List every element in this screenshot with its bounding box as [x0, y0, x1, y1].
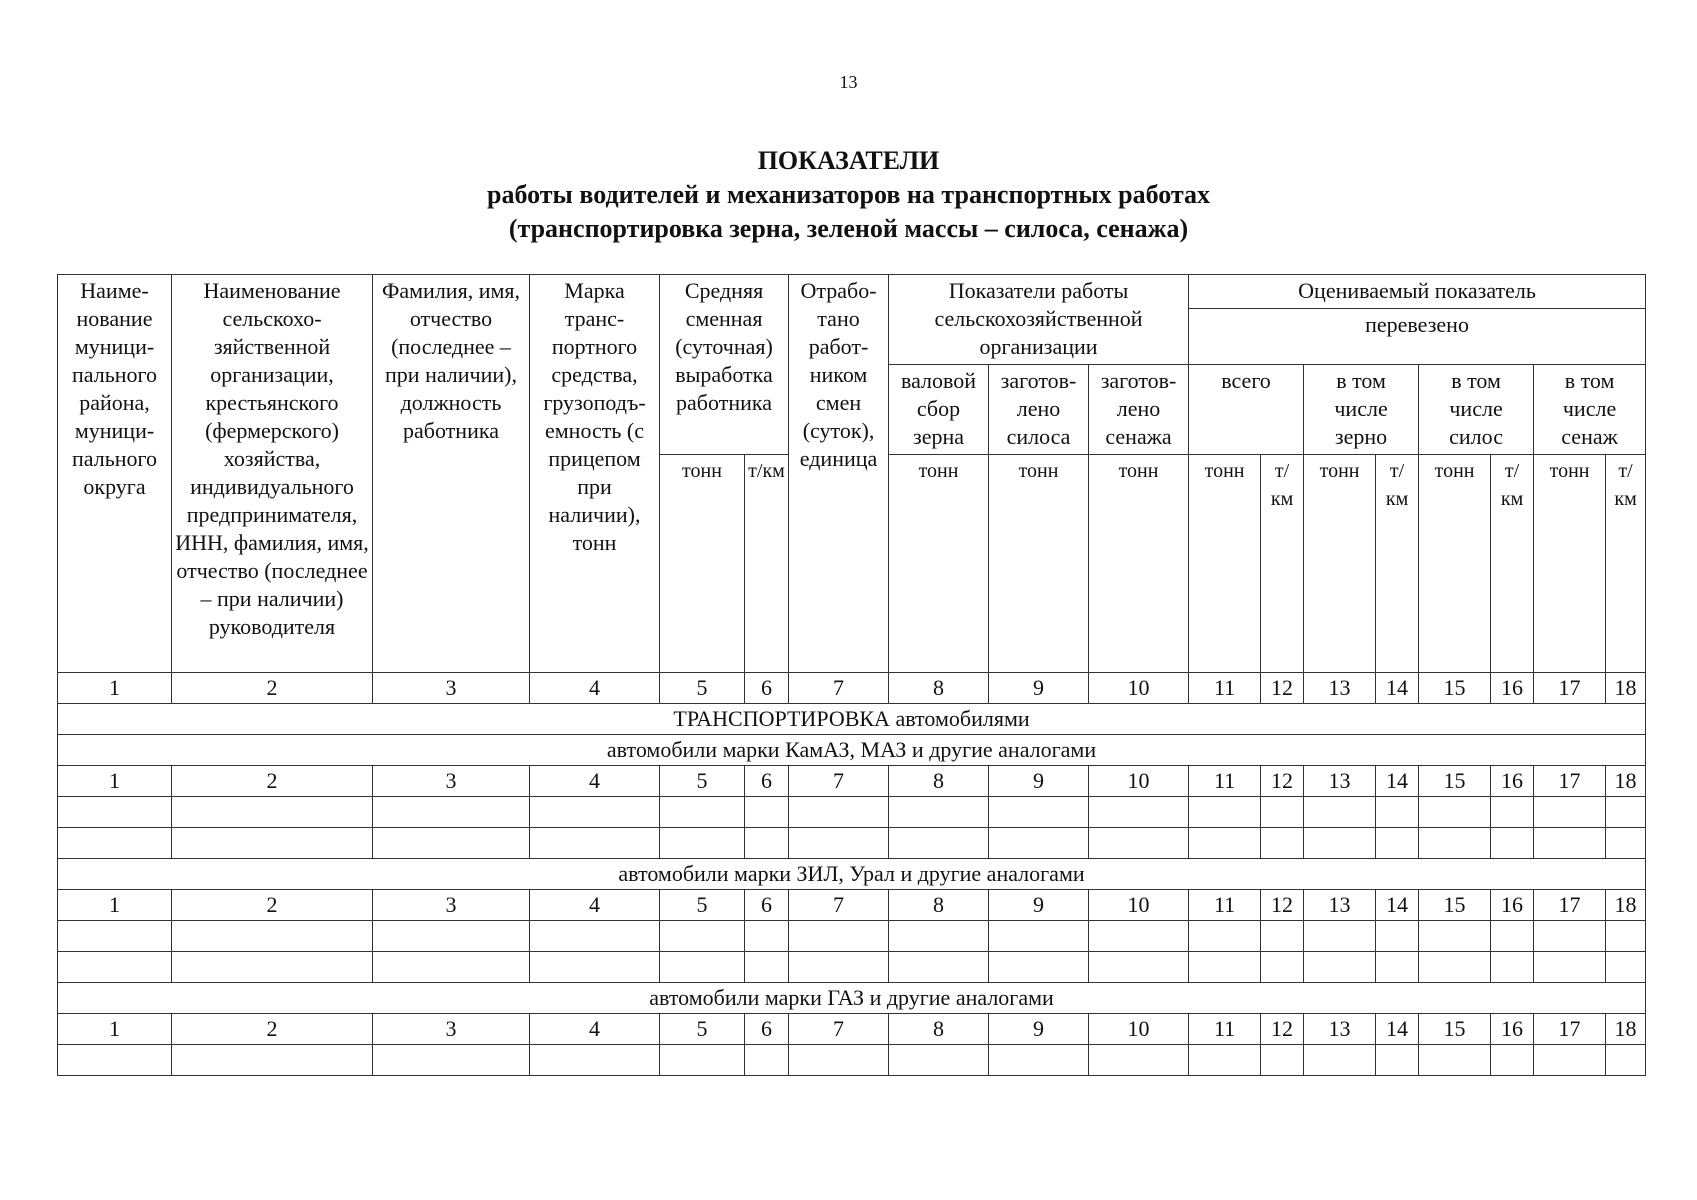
- column-number: 12: [1261, 766, 1304, 797]
- column-number: 10: [1089, 1014, 1189, 1045]
- column-number: 1: [58, 890, 172, 921]
- unit-cell: т/км: [745, 455, 789, 673]
- column-number: 12: [1261, 890, 1304, 921]
- column-number: 4: [530, 766, 660, 797]
- column-number: 1: [58, 1014, 172, 1045]
- column-number: 6: [745, 766, 789, 797]
- header-incl-haylage: в том числе сенаж: [1534, 365, 1646, 455]
- column-number: 6: [745, 890, 789, 921]
- column-number: 1: [58, 673, 172, 704]
- header-org-indicators: Показатели работы сельскохозяйственной организации: [889, 275, 1189, 365]
- unit-cell: тонн: [1189, 455, 1261, 673]
- page-number: 13: [839, 72, 858, 92]
- column-number: 11: [1189, 1014, 1261, 1045]
- indicators-table: [57, 274, 1646, 1076]
- header-haylage-stored: заготов-лено сенажа: [1089, 365, 1189, 455]
- column-number: 9: [989, 1014, 1089, 1045]
- column-number: 13: [1304, 766, 1376, 797]
- column-number: 4: [530, 673, 660, 704]
- column-number: 3: [373, 673, 530, 704]
- header-gross-grain: валовой сбор зерна: [889, 365, 989, 455]
- column-number: 2: [172, 890, 373, 921]
- column-number: 17: [1534, 890, 1606, 921]
- column-number: 14: [1376, 766, 1419, 797]
- section-transport: ТРАНСПОРТИРОВКА автомобилями: [58, 704, 1646, 735]
- column-number: 15: [1419, 766, 1491, 797]
- title-line-1: ПОКАЗАТЕЛИ: [757, 146, 940, 175]
- column-number: 15: [1419, 890, 1491, 921]
- unit-cell: т/км: [1491, 455, 1534, 673]
- header-silage-stored: заготов-лено силоса: [989, 365, 1089, 455]
- column-number-row: [58, 766, 1646, 797]
- section-gaz: автомобили марки ГАЗ и другие аналогами: [58, 983, 1646, 1014]
- section-kamaz: автомобили марки КамАЗ, МАЗ и другие аналогами: [58, 735, 1646, 766]
- column-number: 8: [889, 1014, 989, 1045]
- header-shifts: Отрабо-тано работ-ником смен (суток), единица: [789, 275, 889, 673]
- unit-cell: тонн: [889, 455, 989, 673]
- unit-cell: т/км: [1606, 455, 1646, 673]
- unit-cell: т/км: [1376, 455, 1419, 673]
- column-number: 12: [1261, 1014, 1304, 1045]
- column-number: 10: [1089, 673, 1189, 704]
- empty-data-row: [58, 1045, 1646, 1076]
- column-number: 11: [1189, 766, 1261, 797]
- column-number: 8: [889, 766, 989, 797]
- header-incl-silage: в том числе силос: [1419, 365, 1534, 455]
- column-number: 13: [1304, 890, 1376, 921]
- column-number: 3: [373, 766, 530, 797]
- title-line-3: (транспортировка зерна, зеленой массы – силоса, сенажа): [508, 214, 1189, 243]
- column-number: 6: [745, 673, 789, 704]
- column-number: 7: [789, 673, 889, 704]
- document-title: [0, 144, 1697, 246]
- column-number: 18: [1606, 890, 1646, 921]
- unit-cell: тонн: [1304, 455, 1376, 673]
- column-number: 8: [889, 890, 989, 921]
- column-number: 17: [1534, 1014, 1606, 1045]
- column-number: 9: [989, 766, 1089, 797]
- header-transported: перевезено: [1189, 309, 1646, 365]
- section-zil: автомобили марки ЗИЛ, Урал и другие аналогами: [58, 859, 1646, 890]
- column-number: 15: [1419, 673, 1491, 704]
- column-number: 6: [745, 1014, 789, 1045]
- column-number: 5: [660, 890, 745, 921]
- column-number: 9: [989, 890, 1089, 921]
- column-number: 18: [1606, 766, 1646, 797]
- column-number: 16: [1491, 1014, 1534, 1045]
- column-number: 11: [1189, 890, 1261, 921]
- header-worker-name: Фамилия, имя, отчество (последнее – при наличии), должность работника: [373, 275, 530, 673]
- column-number-row: [58, 673, 1646, 704]
- header-evaluated: Оцениваемый показатель: [1189, 275, 1646, 309]
- column-number: 3: [373, 890, 530, 921]
- header-organization: Наименование сельскохо-зяйственной организации, крестьянского (фермерского) хозяйства, индивидуального предпринимателя, ИНН, фамилия, имя, отчество (последнее – при наличии) руководителя: [172, 275, 373, 673]
- column-number: 15: [1419, 1014, 1491, 1045]
- column-number: 2: [172, 766, 373, 797]
- column-number: 16: [1491, 673, 1534, 704]
- unit-cell: тонн: [1534, 455, 1606, 673]
- column-number: 17: [1534, 766, 1606, 797]
- header-incl-grain: в том числе зерно: [1304, 365, 1419, 455]
- unit-cell: тонн: [660, 455, 745, 673]
- unit-cell: тонн: [1089, 455, 1189, 673]
- header-total: всего: [1189, 365, 1304, 455]
- column-number: 4: [530, 890, 660, 921]
- column-number: 5: [660, 673, 745, 704]
- empty-data-row: [58, 952, 1646, 983]
- column-number: 18: [1606, 673, 1646, 704]
- column-number: 10: [1089, 890, 1189, 921]
- column-number: 13: [1304, 1014, 1376, 1045]
- unit-cell: тонн: [989, 455, 1089, 673]
- column-number: 18: [1606, 1014, 1646, 1045]
- column-number: 7: [789, 766, 889, 797]
- column-number: 7: [789, 1014, 889, 1045]
- empty-data-row: [58, 828, 1646, 859]
- column-number-row: [58, 1014, 1646, 1045]
- column-number: 3: [373, 1014, 530, 1045]
- header-vehicle: Марка транс-портного средства, грузоподъ-емность (с прицепом при наличии), тонн: [530, 275, 660, 673]
- column-number: 14: [1376, 673, 1419, 704]
- header-municipality: Наиме-нование муници-пального района, муници-пального округа: [58, 275, 172, 673]
- header-avg-output: Средняя сменная (суточная) выработка работника: [660, 275, 789, 455]
- column-number: 5: [660, 766, 745, 797]
- column-number: 2: [172, 673, 373, 704]
- column-number: 9: [989, 673, 1089, 704]
- column-number: 10: [1089, 766, 1189, 797]
- column-number: 1: [58, 766, 172, 797]
- empty-data-row: [58, 797, 1646, 828]
- column-number: 14: [1376, 890, 1419, 921]
- empty-data-row: [58, 921, 1646, 952]
- column-number: 13: [1304, 673, 1376, 704]
- column-number: 5: [660, 1014, 745, 1045]
- unit-cell: тонн: [1419, 455, 1491, 673]
- column-number: 8: [889, 673, 989, 704]
- unit-cell: т/км: [1261, 455, 1304, 673]
- column-number: 16: [1491, 766, 1534, 797]
- column-number: 7: [789, 890, 889, 921]
- column-number: 17: [1534, 673, 1606, 704]
- column-number-row: [58, 890, 1646, 921]
- column-number: 11: [1189, 673, 1261, 704]
- title-line-2: работы водителей и механизаторов на транспортных работах: [487, 180, 1210, 209]
- column-number: 2: [172, 1014, 373, 1045]
- column-number: 14: [1376, 1014, 1419, 1045]
- column-number: 16: [1491, 890, 1534, 921]
- column-number: 4: [530, 1014, 660, 1045]
- column-number: 12: [1261, 673, 1304, 704]
